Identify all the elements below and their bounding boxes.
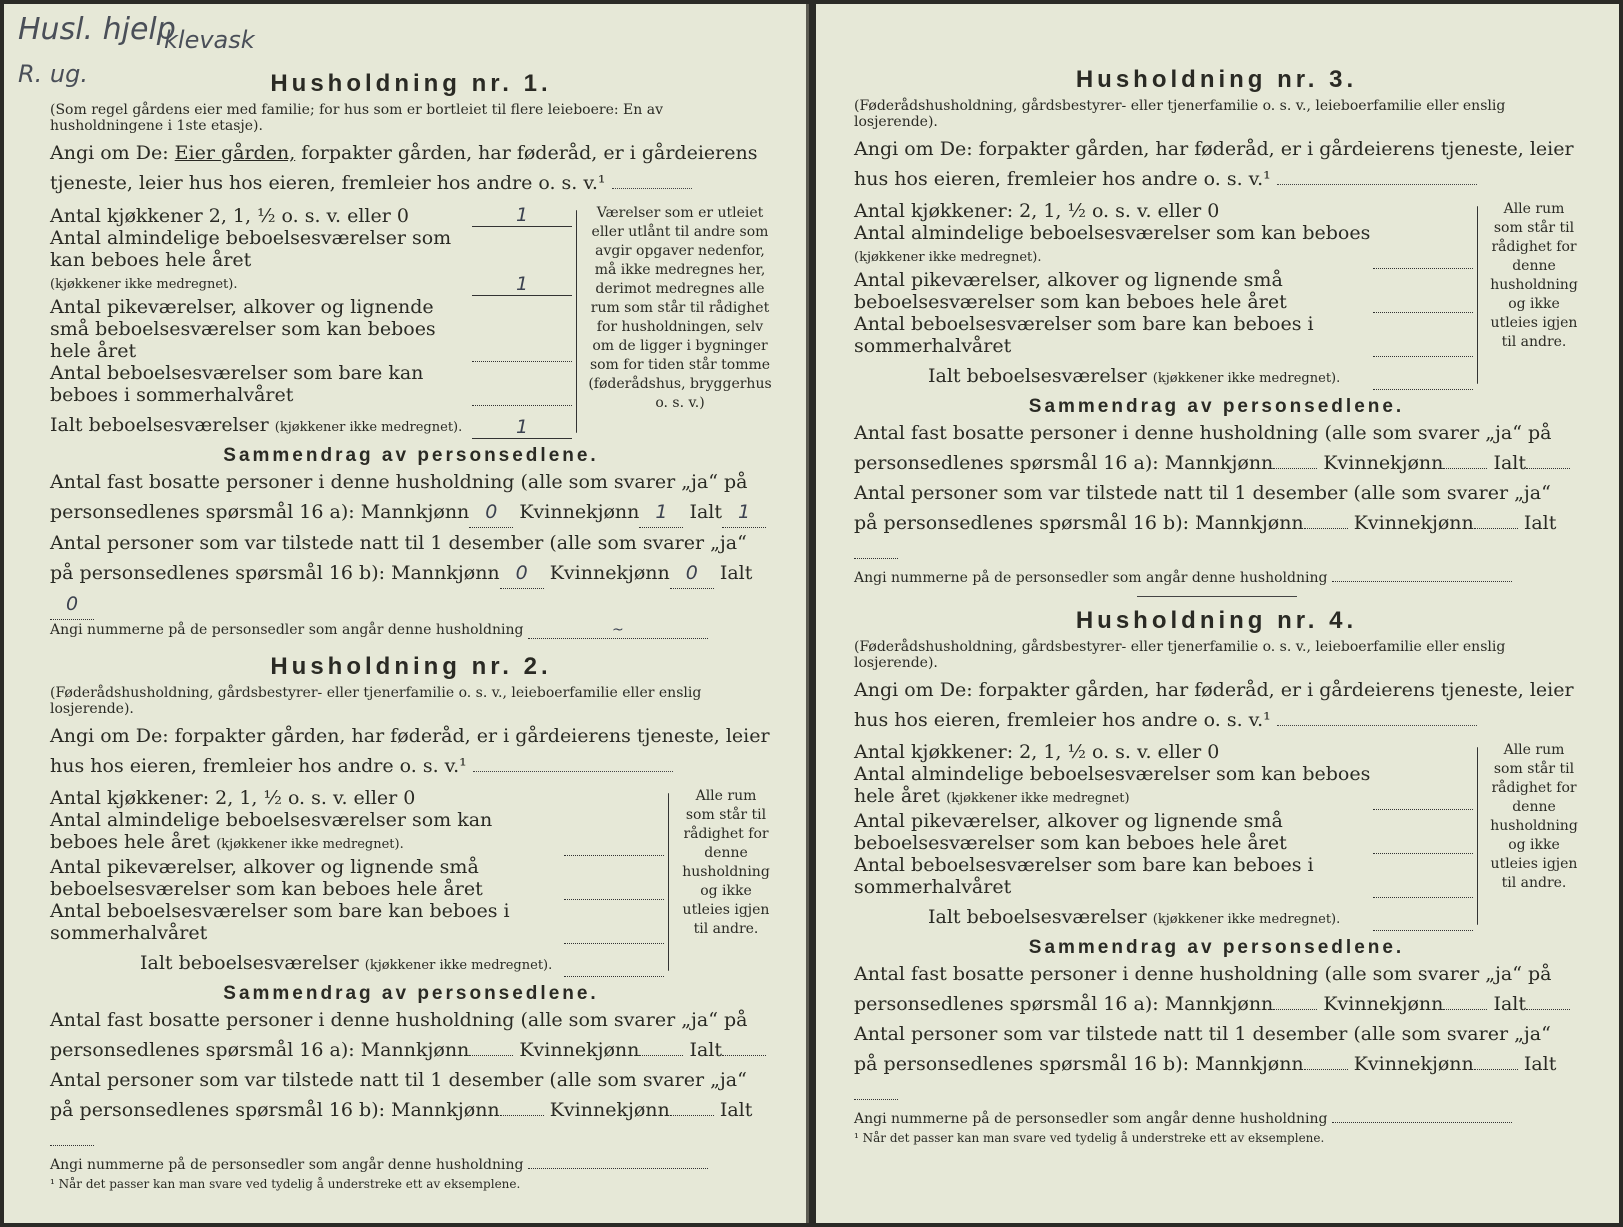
brace: [572, 204, 588, 439]
female-count[interactable]: [1474, 1069, 1518, 1070]
answer-field[interactable]: [564, 879, 664, 900]
ownership-question: Angi om De: forpakter gården, har føderåd, er i gårdeierens tjeneste, leier hus hos eieren, fremleier hos andre o. s. v.¹: [854, 138, 1574, 190]
ownership-question: Angi om De: forpakter gården, har føderåd, er i gårdeierens tjeneste, leier hus hos eieren, fremleier hos andre o. s. v.¹: [50, 725, 770, 777]
male-count[interactable]: [1304, 1069, 1348, 1070]
answer-field[interactable]: [472, 385, 572, 406]
total-count[interactable]: [1526, 468, 1570, 469]
rooms-question: Antal almindelige beboelsesværelser som kan beboes (kjøkkener ikke medregnet).: [854, 222, 1473, 269]
male-count[interactable]: [1273, 468, 1317, 469]
male-count[interactable]: [500, 1115, 544, 1116]
answer-field[interactable]: [1373, 248, 1473, 269]
total-rooms-question: Ialt beboelsesværelser (kjøkkener ikke medregnet).: [50, 952, 664, 977]
total-count[interactable]: [854, 558, 898, 559]
summary-16a: Antal fast bosatte personer i denne husholdning (alle som svarer „ja“ på personsedlenes spørsmål 16 a): Mannkjønn Kvinnekjønn Ialt: [854, 418, 1579, 478]
side-note: Alle rum som står til rådighet for denne husholdning og ikke utleies igjen til andre.: [1490, 201, 1578, 350]
total-count[interactable]: [722, 1055, 766, 1056]
male-count[interactable]: 0: [500, 558, 544, 589]
small-rooms-question: Antal pikeværelser, alkover og lignende små beboelsesværelser som kan beboes hele året: [854, 269, 1473, 313]
answer-field[interactable]: [1373, 910, 1473, 931]
summary-16b: Antal personer som var tilstede natt til 1 desember (alle som svarer „ja“ på personsedlenes spørsmål 16 b): Mannkjønn 0 Kvinnekjønn 0 Ialt0: [50, 528, 772, 620]
section-subtitle: (Føderådshusholdning, gårdsbestyrer- eller tjenerfamilie o. s. v., leieboerfamilie eller enslig losjerende).: [854, 98, 1506, 130]
summer-rooms-question: Antal beboelsesværelser som bare kan beboes i sommerhalvåret: [854, 313, 1473, 357]
rooms-question: Antal almindelige beboelsesværelser som kan beboes hele året (kjøkkener ikke medregnet).: [50, 809, 664, 856]
right-page: [816, 4, 1619, 1223]
person-numbers-field[interactable]: ~: [528, 622, 708, 639]
answer-field[interactable]: [564, 923, 664, 944]
handwritten-note: R. ug.: [18, 60, 89, 88]
male-count[interactable]: [1304, 528, 1348, 529]
section-title: Husholdning nr. 4.: [1075, 607, 1358, 634]
summary-16a: Antal fast bosatte personer i denne husholdning (alle som svarer „ja“ på personsedlenes spørsmål 16 a): Mannkjønn Kvinnekjønn Ialt: [50, 1005, 772, 1065]
answer-field[interactable]: 1: [472, 204, 572, 227]
person-numbers-field[interactable]: [528, 1168, 708, 1169]
person-numbers: Angi nummerne på de personsedler som angår denne husholdning: [854, 570, 1579, 586]
ownership-question: Angi om De: forpakter gården, har føderåd, er i gårdeierens tjeneste, leier hus hos eieren, fremleier hos andre o. s. v.¹: [854, 679, 1574, 731]
male-count[interactable]: [469, 1055, 513, 1056]
kitchens-question: Antal kjøkkener: 2, 1, ½ o. s. v. eller 0: [854, 741, 1220, 763]
ownership-question: Angi om De: Eier gården, forpakter gården, har føderåd, er i gårdeierens tjeneste, leier hus hos eieren, fremleier hos andre o. s. v.¹: [50, 142, 758, 194]
female-count[interactable]: 0: [670, 558, 714, 589]
answer-field[interactable]: [1373, 292, 1473, 313]
summer-rooms-question: Antal beboelsesværelser som bare kan beboes i sommerhalvåret: [50, 900, 664, 944]
summary-title: Sammendrag av personsedlene.: [1028, 937, 1405, 958]
person-numbers: Angi nummerne på de personsedler som angår denne husholdning: [50, 1157, 772, 1173]
footnote: ¹ Når det passer kan man svare ved tydelig å understreke ett av eksemplene.: [50, 1177, 521, 1191]
summary-16b: Antal personer som var tilstede natt til 1 desember (alle som svarer „ja“ på personsedlenes spørsmål 16 b): Mannkjønn Kvinnekjønn Ialt: [854, 478, 1579, 568]
section-title: Husholdning nr. 1.: [270, 70, 552, 97]
summer-rooms-question: Antal beboelsesværelser som bare kan beboes i sommerhalvåret: [854, 854, 1473, 898]
small-rooms-question: Antal pikeværelser, alkover og lignende små beboelsesværelser som kan beboes hele året: [50, 296, 572, 362]
total-count[interactable]: [1526, 1009, 1570, 1010]
answer-field[interactable]: [472, 341, 572, 362]
section-subtitle: (Føderådshusholdning, gårdsbestyrer- eller tjenerfamilie o. s. v., leieboerfamilie eller enslig losjerende).: [854, 639, 1506, 671]
section-title: Husholdning nr. 2.: [270, 653, 552, 680]
kitchens-question: Antal kjøkkener: 2, 1, ½ o. s. v. eller 0: [50, 787, 416, 809]
summary-16a: Antal fast bosatte personer i denne husholdning (alle som svarer „ja“ på personsedlenes spørsmål 16 a): Mannkjønn 0 Kvinnekjønn 1 Ialt 1: [50, 467, 772, 528]
left-page: [4, 4, 809, 1223]
underlined-answer: Eier gården,: [174, 142, 296, 164]
female-count[interactable]: [1443, 468, 1487, 469]
section-subtitle: (Føderådshusholdning, gårdsbestyrer- eller tjenerfamilie o. s. v., leieboerfamilie eller enslig losjerende).: [50, 685, 702, 717]
total-count[interactable]: [50, 1145, 94, 1146]
total-rooms-question: Ialt beboelsesværelser (kjøkkener ikke medregnet).: [854, 906, 1473, 931]
handwritten-note: klevask: [164, 26, 255, 54]
brace: [1473, 741, 1489, 931]
summary-16b: Antal personer som var tilstede natt til 1 desember (alle som svarer „ja“ på personsedlenes spørsmål 16 b): Mannkjønn Kvinnekjønn Ialt: [50, 1065, 772, 1155]
total-count[interactable]: [854, 1099, 898, 1100]
person-numbers: Angi nummerne på de personsedler som angår denne husholdning: [854, 1111, 1579, 1127]
total-rooms-question: Ialt beboelsesværelser (kjøkkener ikke medregnet). 1: [50, 414, 572, 439]
female-count[interactable]: 1: [639, 497, 683, 528]
answer-field[interactable]: [564, 835, 664, 856]
household-4: [854, 607, 1579, 1145]
total-count[interactable]: 1: [722, 497, 766, 528]
answer-field[interactable]: 1: [472, 273, 572, 296]
side-note: Værelser som er utleiet eller utlånt til andre som avgir opgaver nedenfor, må ikke medregnes her, derimot medregnes alle rum som står til rådighet for husholdningen, selv om de ligger i bygninger som for tiden står tomme (føderådshus, bryggerhus o. s. v.): [588, 205, 772, 411]
side-note: Alle rum som står til rådighet for denne husholdning og ikke utleies igjen til andre.: [682, 788, 770, 937]
summer-rooms-question: Antal beboelsesværelser som bare kan beboes i sommerhalvåret: [50, 362, 572, 406]
summary-16a: Antal fast bosatte personer i denne husholdning (alle som svarer „ja“ på personsedlenes spørsmål 16 a): Mannkjønn Kvinnekjønn Ialt: [854, 959, 1579, 1019]
female-count[interactable]: [639, 1055, 683, 1056]
female-count[interactable]: [1443, 1009, 1487, 1010]
section-title: Husholdning nr. 3.: [1075, 66, 1358, 93]
summary-title: Sammendrag av personsedlene.: [223, 983, 599, 1004]
male-count[interactable]: [1273, 1009, 1317, 1010]
household-1: [50, 70, 772, 639]
side-note: Alle rum som står til rådighet for denne husholdning og ikke utleies igjen til andre.: [1490, 742, 1578, 891]
answer-field[interactable]: [564, 956, 664, 977]
person-numbers-field[interactable]: [1332, 1122, 1512, 1123]
section-subtitle: (Som regel gårdens eier med familie; for hus som er bortleiet til flere leieboere: En av husholdningene i 1ste etasje).: [50, 102, 663, 134]
summary-title: Sammendrag av personsedlene.: [223, 445, 599, 466]
answer-field[interactable]: 1: [472, 416, 572, 439]
brace: [664, 787, 680, 977]
handwritten-note: Husl. hjelp: [18, 12, 176, 47]
female-count[interactable]: [1474, 528, 1518, 529]
answer-field[interactable]: [1373, 369, 1473, 390]
male-count[interactable]: 0: [469, 497, 513, 528]
person-numbers-field[interactable]: [1332, 581, 1512, 582]
total-count[interactable]: 0: [50, 589, 94, 620]
census-form-spread: [4, 4, 1619, 1223]
footnote: ¹ Når det passer kan man svare ved tydelig å understreke ett av eksemplene.: [854, 1131, 1325, 1145]
summary-title: Sammendrag av personsedlene.: [1028, 396, 1405, 417]
answer-field[interactable]: [1373, 336, 1473, 357]
total-rooms-question: Ialt beboelsesværelser (kjøkkener ikke medregnet).: [854, 365, 1473, 390]
summary-16b: Antal personer som var tilstede natt til 1 desember (alle som svarer „ja“ på personsedlenes spørsmål 16 b): Mannkjønn Kvinnekjønn Ialt: [854, 1019, 1579, 1109]
answer-field[interactable]: [1373, 789, 1473, 810]
small-rooms-question: Antal pikeværelser, alkover og lignende små beboelsesværelser som kan beboes hele året: [854, 810, 1473, 854]
person-numbers: Angi nummerne på de personsedler som angår denne husholdning ~: [50, 622, 772, 639]
female-count[interactable]: [670, 1115, 714, 1116]
small-rooms-question: Antal pikeværelser, alkover og lignende små beboelsesværelser som kan beboes hele året: [50, 856, 664, 900]
answer-field[interactable]: [1373, 877, 1473, 898]
rooms-question: Antal almindelige beboelsesværelser som kan beboes hele året (kjøkkener ikke medregnet): [854, 763, 1473, 810]
rooms-question: Antal almindelige beboelsesværelser som kan beboes hele året (kjøkkener ikke medregnet). 1: [50, 227, 572, 296]
kitchens-question: Antal kjøkkener: 2, 1, ½ o. s. v. eller 0: [854, 200, 1220, 222]
brace: [1473, 200, 1489, 390]
kitchens-question: Antal kjøkkener 2, 1, ½ o. s. v. eller 0 1: [50, 204, 572, 227]
answer-field[interactable]: [1373, 833, 1473, 854]
household-3: [854, 66, 1579, 597]
divider: [1137, 596, 1297, 597]
household-2: [50, 653, 772, 1191]
